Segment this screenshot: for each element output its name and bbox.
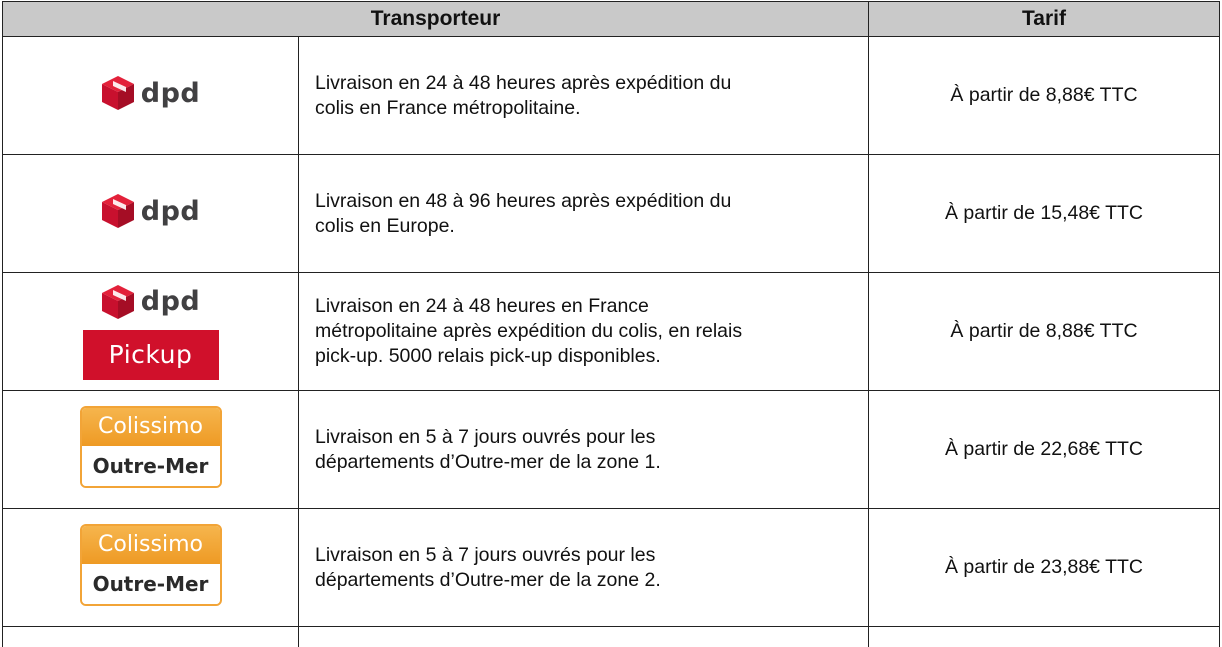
description-cell [299, 391, 869, 509]
carrier-logo-cell [3, 391, 299, 509]
dpd-logo [101, 284, 200, 320]
dpd-cube-icon [101, 75, 135, 111]
price-cell: À partir de 8,88€ TTC [869, 273, 1220, 391]
description-cell [299, 509, 869, 627]
description-line: Livraison en 24 à 48 heures en France [315, 294, 856, 319]
table-header-row [3, 2, 1220, 37]
dpd-wordmark: dpd [141, 78, 200, 109]
description-cell [299, 273, 869, 391]
description-line: Livraison en 5 à 7 jours ouvrés pour les [315, 543, 856, 568]
description-line: Livraison en 5 à 7 jours ouvrés pour les [315, 425, 856, 450]
table-row [3, 155, 1220, 273]
dpd-logo [101, 75, 200, 111]
description-line: Livraison en 24 à 48 heures après expédition du [315, 71, 856, 96]
shipping-rates-table [2, 1, 1220, 647]
dpd-pickup-logo [83, 284, 219, 380]
description-line: pick-up. 5000 relais pick-up disponibles. [315, 344, 856, 369]
dpd-cube-icon [101, 284, 135, 320]
dpd-wordmark: dpd [141, 286, 200, 317]
description-line: départements d’Outre-mer de la zone 1. [315, 450, 856, 475]
rate-column-header: Tarif [869, 2, 1220, 37]
description-line: colis en France métropolitaine. [315, 96, 856, 121]
colissimo-outremer-logo [80, 406, 222, 488]
description-line: métropolitaine après expédition du colis, en relais [315, 319, 856, 344]
pickup-badge: Pickup [83, 330, 219, 380]
carrier-logo-cell [3, 273, 299, 391]
table-row [3, 273, 1220, 391]
price-cell: À partir de 22,68€ TTC [869, 391, 1220, 509]
carrier-column-header: Transporteur [3, 2, 869, 37]
outremer-wordmark: Outre-Mer [82, 446, 220, 486]
outremer-wordmark: Outre-Mer [82, 564, 220, 604]
description-line: Livraison en 48 à 96 heures après expédition du [315, 189, 856, 214]
colissimo-wordmark: Colissimo [82, 408, 220, 446]
price-cell: À partir de 15,48€ TTC [869, 155, 1220, 273]
price-cell: À partir de 8,88€ TTC [869, 37, 1220, 155]
table-row [3, 509, 1220, 627]
carrier-logo-cell [3, 37, 299, 155]
table-row [3, 391, 1220, 509]
carrier-logo-cell [3, 509, 299, 627]
dpd-wordmark: dpd [141, 196, 200, 227]
description-line: colis en Europe. [315, 214, 856, 239]
description-cell [299, 37, 869, 155]
description-line: départements d’Outre-mer de la zone 2. [315, 568, 856, 593]
table-row [3, 37, 1220, 155]
dpd-cube-icon [101, 193, 135, 229]
price-cell: À partir de 23,88€ TTC [869, 509, 1220, 627]
carrier-logo-cell [3, 155, 299, 273]
dpd-logo [101, 193, 200, 229]
colissimo-wordmark: Colissimo [82, 526, 220, 564]
colissimo-outremer-logo [80, 524, 222, 606]
description-cell [299, 155, 869, 273]
